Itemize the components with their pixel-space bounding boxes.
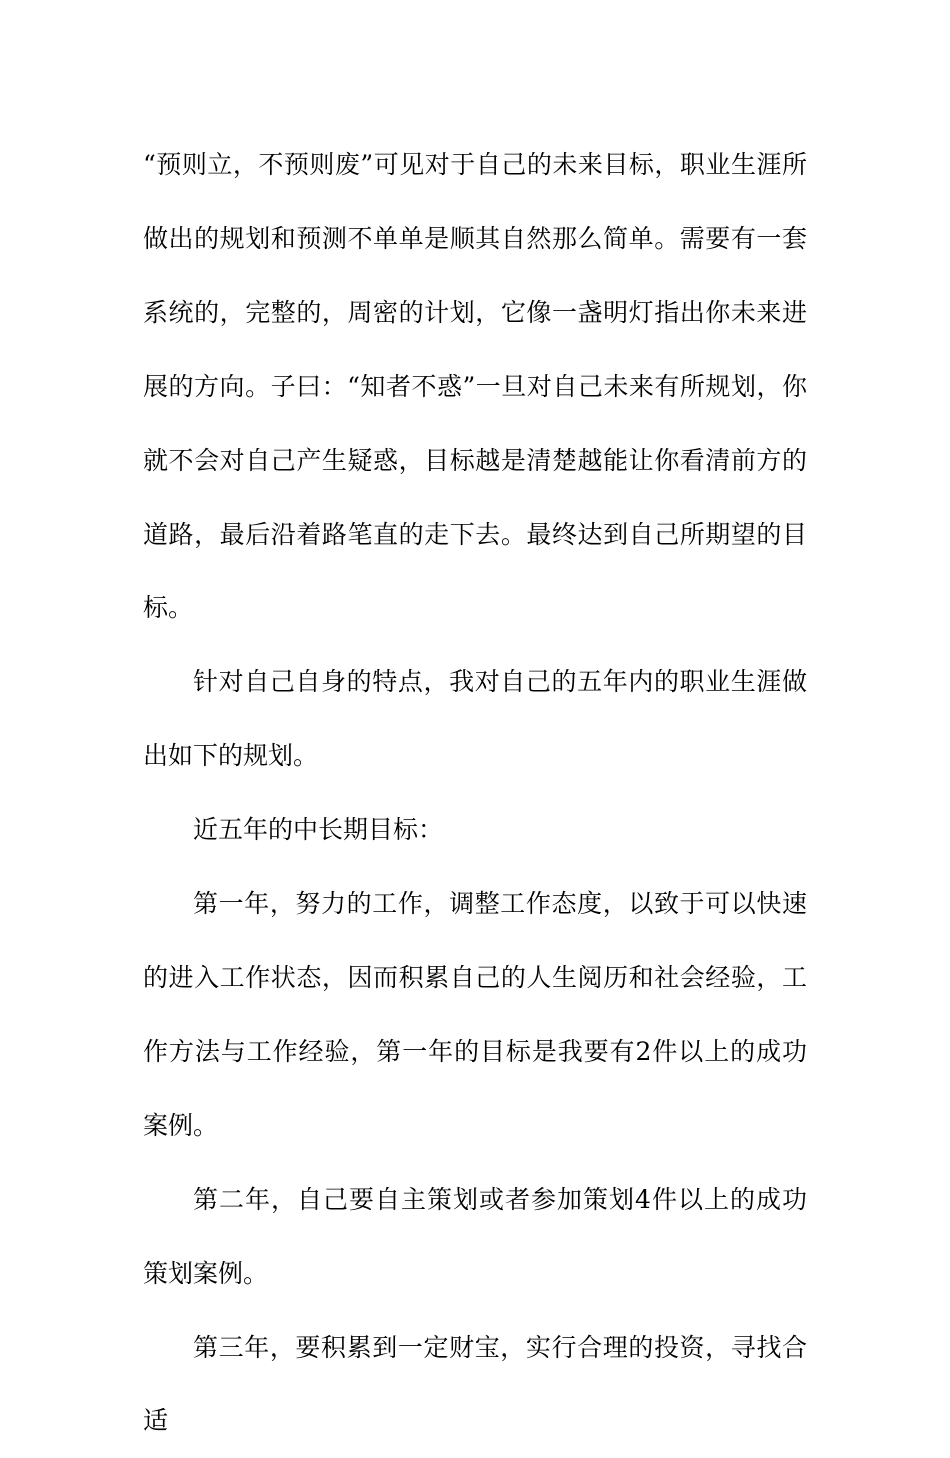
document-body [143,128,807,1458]
paragraph-goals-heading: 近五年的中长期目标： [143,793,807,867]
paragraph-plan-intro: 针对自己自身的特点，我对自己的五年内的职业生涯做出如下的规划。 [143,645,807,793]
paragraph-year-one: 第一年，努力的工作，调整工作态度，以致于可以快速的进入工作状态，因而积累自己的人生阅历和社会经验，工作方法与工作经验，第一年的目标是我要有2件以上的成功案例。 [143,867,807,1163]
paragraph-intro: “预则立，不预则废”可见对于自己的未来目标，职业生涯所做出的规划和预测不单单是顺其自然那么简单。需要有一套系统的，完整的，周密的计划，它像一盏明灯指出你未来进展的方向。子曰：“知者不惑”一旦对自己未来有所规划，你就不会对自己产生疑惑，目标越是清楚越能让你看清前方的道路，最后沿着路笔直的走下去。最终达到自己所期望的目标。 [143,128,807,645]
paragraph-year-three: 第三年，要积累到一定财宝，实行合理的投资，寻找合适 [143,1311,807,1458]
paragraph-year-two: 第二年，自己要自主策划或者参加策划4件以上的成功策划案例。 [143,1163,807,1311]
